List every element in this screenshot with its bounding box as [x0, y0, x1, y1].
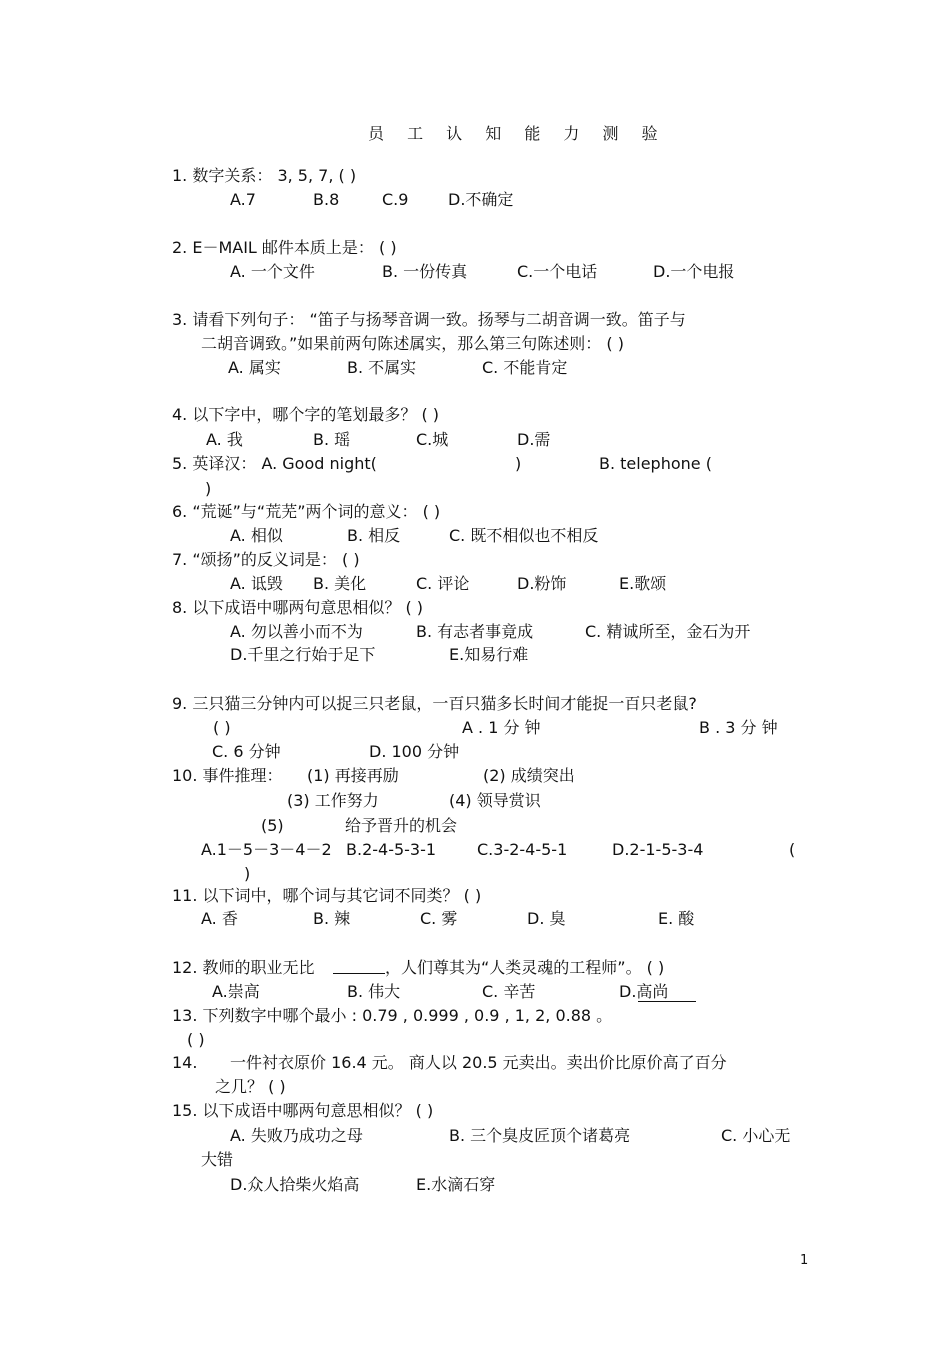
q15-stem: 15. 以下成语中哪两句意思相似？ ( )	[172, 1101, 434, 1120]
page-number: 1	[800, 1253, 809, 1268]
q1-option-a: A.7	[230, 190, 256, 209]
q10-item-5: (5)	[261, 816, 284, 835]
q12-option-b: B. 伟大	[347, 982, 401, 1001]
q2-option-d: D.一个电报	[653, 262, 735, 281]
q15-option-d: D.众人拾柴火焰高	[230, 1175, 360, 1194]
q12-option-d: D.高尚	[619, 982, 669, 1001]
q10-item-1: (1) 再接再励	[307, 766, 399, 785]
page-title: 员 工 认 知 能 力 测 验	[368, 124, 667, 143]
q15-option-c-cont: 大错	[201, 1150, 234, 1169]
q10-paren-close: )	[244, 864, 251, 883]
q3-option-b: B. 不属实	[347, 358, 417, 377]
q5-close-b: )	[205, 479, 212, 498]
q11-option-c: C. 雾	[420, 909, 458, 928]
q9-option-d: D. 100 分钟	[369, 742, 460, 761]
q6-option-a: A. 相似	[230, 526, 283, 545]
q3-option-a: A. 属实	[228, 358, 281, 377]
q7-option-e: E.歌颂	[619, 574, 667, 593]
q10-option-a: A.1－5－3－4－2	[201, 840, 332, 859]
q10-option-b: B.2-4-5-3-1	[346, 840, 437, 859]
q4-option-d: D.需	[517, 430, 551, 449]
q11-stem: 11. 以下词中，哪个词与其它词不同类？ ( )	[172, 886, 482, 905]
q9-paren: ( )	[213, 718, 231, 737]
q5-stem-a: 5. 英译汉： A. Good night(	[172, 454, 377, 473]
q4-option-b: B. 瑶	[313, 430, 351, 449]
q4-option-a: A. 我	[206, 430, 243, 449]
q9-option-b: B . 3 分 钟	[699, 718, 778, 737]
q10-item-3: (3) 工作努力	[287, 791, 379, 810]
q8-stem: 8. 以下成语中哪两句意思相似？ ( )	[172, 598, 424, 617]
q7-option-c: C. 评论	[416, 574, 470, 593]
q7-option-b: B. 美化	[313, 574, 367, 593]
q10-item-4: (4) 领导赏识	[449, 791, 541, 810]
q2-option-b: B. 一份传真	[382, 262, 468, 281]
q7-option-a: A. 诋毁	[230, 574, 283, 593]
q10-option-d: D.2-1-5-3-4	[612, 840, 704, 859]
q2-stem: 2. E－MAIL 邮件本质上是： ( )	[172, 238, 397, 257]
q9-stem: 9. 三只猫三分钟内可以捉三只老鼠，一百只猫多长时间才能捉一百只老鼠?	[172, 694, 697, 713]
q12-option-c: C. 辛苦	[482, 982, 536, 1001]
q12-blank-line	[333, 973, 385, 974]
q10-paren-open: (	[789, 840, 796, 859]
q8-option-b: B. 有志者事竟成	[416, 622, 534, 641]
q3-option-c: C. 不能肯定	[482, 358, 568, 377]
q5-stem-b: B. telephone (	[599, 454, 712, 473]
q10-option-c: C.3-2-4-5-1	[477, 840, 568, 859]
q3-stem-line2: 二胡音调致。”如果前两句陈述属实，那么第三句陈述则： ( )	[201, 334, 624, 353]
q15-option-b: B. 三个臭皮匠顶个诸葛亮	[449, 1126, 631, 1145]
q5-paren-a: )	[515, 454, 522, 473]
q15-option-e: E.水滴石穿	[416, 1175, 496, 1194]
q15-option-c: C. 小心无	[721, 1126, 791, 1145]
q4-stem: 4. 以下字中，哪个字的笔划最多？ ( )	[172, 405, 440, 424]
q14-stem: 一件衬衣原价 16.4 元。 商人以 20.5 元卖出。卖出价比原价高了百分	[230, 1053, 727, 1072]
q1-option-b: B.8	[313, 190, 340, 209]
q11-option-d: D. 臭	[527, 909, 566, 928]
q6-stem: 6. “荒诞”与“荒芜”两个词的意义： ( )	[172, 502, 441, 521]
q11-option-a: A. 香	[201, 909, 238, 928]
q4-option-c: C.城	[416, 430, 449, 449]
q7-stem: 7. “颂扬”的反义词是： ( )	[172, 550, 360, 569]
q9-option-c: C. 6 分钟	[212, 742, 281, 761]
q10-stem: 10. 事件推理：	[172, 766, 283, 785]
q11-option-e: E. 酸	[658, 909, 695, 928]
q13-stem: 13. 下列数字中哪个最小 : 0.79 , 0.999 , 0.9 , 1, 2, 0.88 。	[172, 1006, 613, 1025]
q6-option-c: C. 既不相似也不相反	[449, 526, 599, 545]
q15-option-a: A. 失败乃成功之母	[230, 1126, 363, 1145]
q10-item-5-text: 给予晋升的机会	[345, 816, 458, 835]
q6-option-b: B. 相反	[347, 526, 401, 545]
q3-stem-line1: 3. 请看下列句子： “笛子与扬琴音调一致。扬琴与二胡音调一致。笛子与	[172, 310, 686, 329]
q13-paren: ( )	[187, 1030, 205, 1049]
q12-stem-post: ，人们尊其为“人类灵魂的工程师”。 ( )	[385, 958, 665, 977]
q2-option-a: A. 一个文件	[230, 262, 315, 281]
q8-option-d: D.千里之行始于足下	[230, 645, 376, 664]
q8-option-e: E.知易行难	[449, 645, 529, 664]
q8-option-c: C. 精诚所至，金石为开	[585, 622, 751, 641]
q14-number: 14.	[172, 1053, 198, 1072]
q11-option-b: B. 辣	[313, 909, 351, 928]
q10-item-2: (2) 成绩突出	[483, 766, 575, 785]
q12-option-d-underline	[638, 1001, 696, 1002]
q1-stem: 1. 数字关系： 3, 5, 7, ( )	[172, 166, 357, 185]
q1-option-d: D.不确定	[448, 190, 514, 209]
q7-option-d: D.粉饰	[517, 574, 567, 593]
q2-option-c: C.一个电话	[517, 262, 598, 281]
q9-option-a: A . 1 分 钟	[462, 718, 541, 737]
q12-stem-pre: 12. 教师的职业无比	[172, 958, 315, 977]
q12-option-a: A.崇高	[212, 982, 260, 1001]
q8-option-a: A. 勿以善小而不为	[230, 622, 363, 641]
q1-option-c: C.9	[382, 190, 409, 209]
q14-stem-line2: 之几？ ( )	[215, 1077, 286, 1096]
